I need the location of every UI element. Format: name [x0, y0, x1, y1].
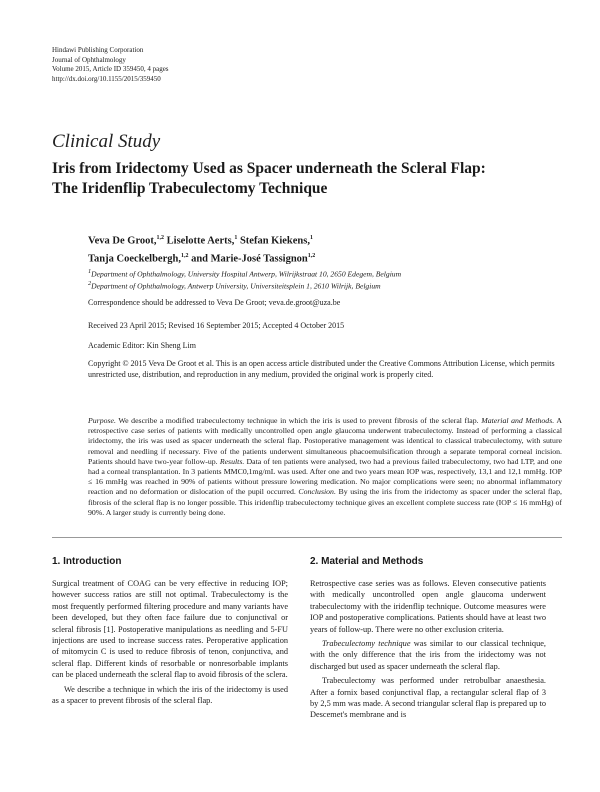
author-name: Veva De Groot,: [88, 235, 157, 247]
affiliation-2: [88, 279, 558, 292]
technique-text: was similar to our classical technique, with the only difference that the iris from the iridectomy was not discharged but used as spacer underneath the scleral flap.: [310, 639, 546, 671]
title-line-2: The Iridenflip Trabeculectomy Technique: [52, 180, 328, 197]
volume-info: Volume 2015, Article ID 359450, 4 pages: [52, 65, 169, 74]
technique-label: Trabeculectomy technique: [322, 639, 411, 649]
affiliation-sup: 1: [88, 268, 92, 275]
author-affil-sup: 1: [309, 235, 313, 241]
correspondence: Correspondence should be addressed to Veva De Groot; veva.de.groot@uza.be: [88, 298, 341, 307]
author-name: Tanja Coeckelbergh,: [88, 253, 181, 265]
abstract-purpose-label: Purpose.: [88, 416, 116, 425]
section-divider: [52, 537, 562, 538]
copyright-notice: Copyright © 2015 Veva De Groot et al. This is an open access article distributed under the Creative Commons Attribution License, which permits unrestricted use, distribution, and reproduction in any medium, provided the original work is properly cited.: [88, 359, 555, 379]
affiliation-1: [88, 267, 558, 280]
academic-editor: Academic Editor: Kin Sheng Lim: [88, 341, 196, 350]
affiliation-sup: 2: [88, 280, 92, 287]
intro-paragraph-1: Surgical treatment of COAG can be very effective in reducing IOP; however success ratios are still not optimal. Trabeculectomy is the most frequently performed filtering procedure and many variants have been developed, but they often face failure due to conjunctival or scleral fibrosis [1]. Postoperative manipulations as needling and 5-FU injections are used to increase success rates. Peroperative application of mitomycin C is used to reduce fibrosis of tenon, conjunctiva, and scleral flap. Different kinds of resorbable or nonresorbable implants can be placed underneath the scleral flap to avoid fibrosis of the sclera.: [52, 579, 288, 680]
methods-paragraph-2: [310, 638, 546, 672]
affiliation-text: Department of Ophthalmology, University Hospital Antwerp, Wilrijkstraat 10, 2650 Edegem, Belgium: [91, 269, 402, 279]
article-type: Clinical Study: [52, 131, 161, 152]
author-name: Liselotte Aerts,: [164, 235, 235, 247]
abstract-purpose-text: We describe a modified trabeculectomy technique in which the iris is used to prevent fibrosis of the scleral flap.: [115, 416, 482, 425]
author-affil-sup: 1,2: [307, 253, 316, 259]
author-name: Stefan Kiekens,: [237, 235, 310, 247]
author-affil-sup: 1,2: [156, 235, 165, 241]
publisher-name: Hindawi Publishing Corporation: [52, 46, 144, 54]
abstract: [88, 416, 562, 518]
introduction-heading: 1. Introduction: [52, 556, 122, 567]
author-affil-sup: 1: [234, 235, 238, 241]
abstract-methods-label: Material and Methods.: [481, 416, 555, 425]
journal-header: [52, 46, 169, 84]
article-title: [52, 159, 562, 199]
column-left: [52, 556, 288, 706]
author-list: [88, 231, 558, 267]
doi-link[interactable]: http://dx.doi.org/10.1155/2015/359450: [52, 74, 161, 83]
methods-paragraph-3: Trabeculectomy was performed under retrobulbar anaesthesia. After a fornix based conjunctival flap, a rectangular scleral flap of 3 by 2,5 mm was made. A second triangular scleral flap is prepared up to Descemet's membrane and is: [310, 676, 546, 720]
abstract-results-label: Results.: [219, 456, 245, 466]
methods-paragraph-1: Retrospective case series was as follows. Eleven consecutive patients with medically uncontrolled open angle glaucoma underwent trabeculectomy with the iridenflip technique. Outcome measures were IOP and postoperative complications. Patients should have at least two years of follow-up. There were no other exclusion criteria.: [310, 579, 546, 634]
abstract-methods-text: A retrospective case series of patients with medically uncontrolled open angle glaucoma underwent trabeculectomy. Instead of performing a classical iridectomy, the iris was used as spacer underneath the scleral flap. Postoperative management was identical to classical trabeculectomy, with suture removal and needling if necessary. Five of the patients underwent simultaneous phacoemulsification through a separate temporal corneal incision. Patients should have two-year follow-up.: [88, 416, 562, 466]
article-dates: Received 23 April 2015; Revised 16 September 2015; Accepted 4 October 2015: [88, 321, 345, 330]
intro-paragraph-2: We describe a technique in which the iris of the iridectomy is used as a spacer to prevent fibrosis of the scleral flap.: [52, 684, 288, 706]
column-right: [310, 556, 546, 721]
abstract-conclusion-text: By using the iris from the iridectomy as spacer under the scleral flap, fibrosis of the scleral flap is no longer possible. This iridenflip trabeculectomy technique gives an excellent complete success rate (IOP ≤ 16 mmHg) of 90%. A larger study is currently being done.: [88, 487, 562, 517]
methods-heading: 2. Material and Methods: [310, 556, 424, 567]
title-line-1: Iris from Iridectomy Used as Spacer underneath the Scleral Flap:: [52, 160, 486, 177]
abstract-results-text: Data of ten patients were analysed, two had a previous failed trabeculectomy, two had LTP, and one had a corneal transplantation. In 3 patients MMC0,1mg/mL was used. After one and two years mean IOP was, respectively, 13,1 and 12,1 mmHg. IOP ≤ 16 mmHg was reached in 90% of patients without pressure lowering medication. No major complications were seen; no abnormal inflammatory reaction and no deformation or dislocation of the pupil occurred.: [88, 456, 562, 497]
journal-name: Journal of Ophthalmology: [52, 55, 126, 64]
author-affil-sup: 1,2: [180, 253, 189, 259]
abstract-conclusion-label: Conclusion.: [298, 487, 336, 497]
affiliation-text: Department of Ophthalmology, Antwerp University, Universiteitsplein 1, 2610 Wilrijk, Belgium: [91, 281, 381, 291]
author-name: and Marie-José Tassignon: [188, 253, 308, 265]
